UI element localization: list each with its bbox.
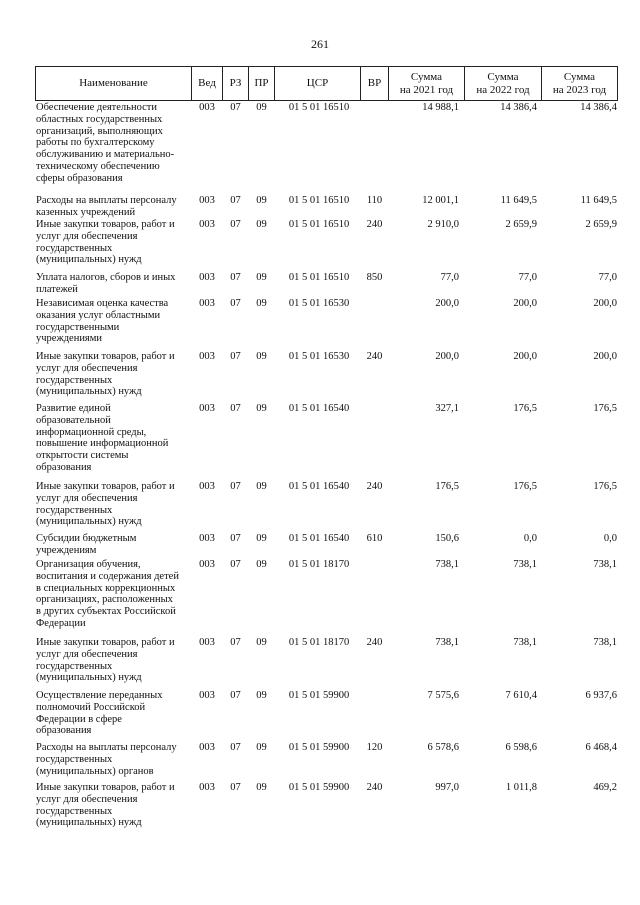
cell-s2021: 200,0 bbox=[435, 351, 459, 362]
cell-csr: 01 5 01 16540 bbox=[288, 403, 350, 414]
cell-s2023: 176,5 bbox=[593, 481, 617, 492]
cell-s2023: 200,0 bbox=[593, 298, 617, 309]
cell-ved: 003 bbox=[199, 742, 215, 753]
cell-s2022: 738,1 bbox=[513, 637, 537, 648]
cell-pr: 09 bbox=[256, 195, 267, 206]
cell-csr: 01 5 01 16510 bbox=[288, 102, 350, 113]
cell-s2021: 150,6 bbox=[435, 533, 459, 544]
cell-s2023: 6 468,4 bbox=[585, 742, 617, 753]
cell-csr: 01 5 01 16510 bbox=[288, 272, 350, 283]
cell-vr: 610 bbox=[366, 533, 383, 544]
cell-s2021: 176,5 bbox=[435, 481, 459, 492]
cell-ved: 003 bbox=[199, 219, 215, 230]
cell-s2021: 77,0 bbox=[440, 272, 459, 283]
cell-name: Иные закупки товаров, работ и услуг для обеспечения государственных (муниципальных) нужд bbox=[36, 782, 175, 829]
cell-csr: 01 5 01 16530 bbox=[288, 351, 350, 362]
cell-csr: 01 5 01 59900 bbox=[288, 690, 350, 701]
cell-s2023: 738,1 bbox=[593, 559, 617, 570]
cell-s2022: 176,5 bbox=[513, 403, 537, 414]
header-sum-2021: Сумма на 2021 год bbox=[399, 70, 454, 96]
cell-name: Расходы на выплаты персоналу казенных учреждений bbox=[36, 195, 177, 218]
cell-ved: 003 bbox=[199, 559, 215, 570]
cell-vr: 240 bbox=[366, 351, 383, 362]
cell-ved: 003 bbox=[199, 403, 215, 414]
cell-s2022: 77,0 bbox=[518, 272, 537, 283]
header-name: Наименование bbox=[79, 77, 148, 89]
cell-s2023: 2 659,9 bbox=[585, 219, 617, 230]
cell-s2021: 997,0 bbox=[435, 782, 459, 793]
cell-name: Иные закупки товаров, работ и услуг для обеспечения государственных (муниципальных) нужд bbox=[36, 351, 175, 398]
cell-s2021: 12 001,1 bbox=[422, 195, 459, 206]
cell-ved: 003 bbox=[199, 481, 215, 492]
cell-name: Иные закупки товаров, работ и услуг для обеспечения государственных (муниципальных) нужд bbox=[36, 481, 175, 528]
cell-s2022: 7 610,4 bbox=[505, 690, 537, 701]
cell-name: Расходы на выплаты персоналу государственных (муниципальных) органов bbox=[36, 742, 177, 777]
cell-s2021: 200,0 bbox=[435, 298, 459, 309]
cell-ved: 003 bbox=[199, 533, 215, 544]
cell-vr: 240 bbox=[366, 219, 383, 230]
cell-pr: 09 bbox=[256, 272, 267, 283]
cell-ved: 003 bbox=[199, 351, 215, 362]
header-sum-2022: Сумма на 2022 год bbox=[476, 70, 530, 96]
cell-ved: 003 bbox=[199, 102, 215, 113]
cell-s2023: 738,1 bbox=[593, 637, 617, 648]
cell-s2021: 738,1 bbox=[435, 559, 459, 570]
cell-name: Осуществление переданных полномочий Российской Федерации в сфере образования bbox=[36, 690, 163, 737]
cell-csr: 01 5 01 16540 bbox=[288, 533, 350, 544]
cell-vr: 110 bbox=[366, 195, 383, 206]
cell-pr: 09 bbox=[256, 298, 267, 309]
cell-rz: 07 bbox=[230, 219, 241, 230]
header-bottom-border bbox=[35, 100, 617, 101]
cell-s2023: 469,2 bbox=[593, 782, 617, 793]
cell-s2021: 14 988,1 bbox=[422, 102, 459, 113]
cell-rz: 07 bbox=[230, 272, 241, 283]
cell-s2022: 14 386,4 bbox=[500, 102, 537, 113]
cell-csr: 01 5 01 16510 bbox=[288, 195, 350, 206]
cell-csr: 01 5 01 18170 bbox=[288, 637, 350, 648]
cell-csr: 01 5 01 16540 bbox=[288, 481, 350, 492]
cell-s2022: 11 649,5 bbox=[500, 195, 537, 206]
cell-name: Независимая оценка качества оказания услуг областными государственными учреждениями bbox=[36, 298, 169, 345]
header-divider bbox=[617, 66, 618, 101]
cell-pr: 09 bbox=[256, 351, 267, 362]
cell-ved: 003 bbox=[199, 782, 215, 793]
cell-s2021: 738,1 bbox=[435, 637, 459, 648]
cell-pr: 09 bbox=[256, 533, 267, 544]
cell-s2022: 0,0 bbox=[523, 533, 537, 544]
cell-rz: 07 bbox=[230, 195, 241, 206]
cell-rz: 07 bbox=[230, 742, 241, 753]
cell-pr: 09 bbox=[256, 102, 267, 113]
header-rz: РЗ bbox=[229, 77, 242, 89]
cell-csr: 01 5 01 16530 bbox=[288, 298, 350, 309]
cell-s2021: 7 575,6 bbox=[427, 690, 459, 701]
cell-vr: 120 bbox=[366, 742, 383, 753]
cell-vr: 240 bbox=[366, 782, 383, 793]
cell-s2023: 6 937,6 bbox=[585, 690, 617, 701]
cell-ved: 003 bbox=[199, 690, 215, 701]
cell-s2021: 6 578,6 bbox=[427, 742, 459, 753]
cell-name: Обеспечение деятельности областных государственных организаций, выполняющих работы по бухгалтерскому обслуживанию и материально- техническому обеспечению сферы образования bbox=[36, 102, 175, 184]
cell-name: Субсидии бюджетным учреждениям bbox=[36, 533, 137, 556]
cell-pr: 09 bbox=[256, 559, 267, 570]
header-vr: ВР bbox=[367, 77, 382, 89]
cell-pr: 09 bbox=[256, 782, 267, 793]
cell-csr: 01 5 01 16510 bbox=[288, 219, 350, 230]
cell-s2022: 200,0 bbox=[513, 351, 537, 362]
cell-s2022: 200,0 bbox=[513, 298, 537, 309]
cell-name: Уплата налогов, сборов и иных платежей bbox=[36, 272, 176, 295]
cell-ved: 003 bbox=[199, 298, 215, 309]
cell-s2022: 2 659,9 bbox=[505, 219, 537, 230]
cell-ved: 003 bbox=[199, 195, 215, 206]
cell-csr: 01 5 01 59900 bbox=[288, 782, 350, 793]
cell-pr: 09 bbox=[256, 637, 267, 648]
cell-rz: 07 bbox=[230, 690, 241, 701]
cell-s2023: 14 386,4 bbox=[580, 102, 617, 113]
cell-s2023: 176,5 bbox=[593, 403, 617, 414]
cell-rz: 07 bbox=[230, 351, 241, 362]
cell-name: Иные закупки товаров, работ и услуг для обеспечения государственных (муниципальных) нужд bbox=[36, 219, 175, 266]
cell-s2022: 6 598,6 bbox=[505, 742, 537, 753]
cell-s2022: 176,5 bbox=[513, 481, 537, 492]
cell-rz: 07 bbox=[230, 533, 241, 544]
cell-pr: 09 bbox=[256, 481, 267, 492]
cell-csr: 01 5 01 18170 bbox=[288, 559, 350, 570]
header-csr: ЦСР bbox=[306, 77, 329, 89]
cell-s2023: 200,0 bbox=[593, 351, 617, 362]
cell-rz: 07 bbox=[230, 782, 241, 793]
cell-name: Развитие единой образовательной информационной среды, повышение информационной открытости системы образования bbox=[36, 403, 169, 473]
cell-pr: 09 bbox=[256, 742, 267, 753]
cell-s2023: 11 649,5 bbox=[580, 195, 617, 206]
cell-s2021: 327,1 bbox=[435, 403, 459, 414]
cell-pr: 09 bbox=[256, 690, 267, 701]
cell-ved: 003 bbox=[199, 272, 215, 283]
cell-vr: 850 bbox=[366, 272, 383, 283]
cell-name: Организация обучения, воспитания и содержания детей в специальных коррекционных организациях, расположенных в других субъектах Российской Федерации bbox=[36, 559, 179, 629]
cell-rz: 07 bbox=[230, 403, 241, 414]
cell-csr: 01 5 01 59900 bbox=[288, 742, 350, 753]
cell-s2022: 738,1 bbox=[513, 559, 537, 570]
cell-s2023: 77,0 bbox=[598, 272, 617, 283]
cell-s2021: 2 910,0 bbox=[427, 219, 459, 230]
cell-rz: 07 bbox=[230, 102, 241, 113]
cell-s2022: 1 011,8 bbox=[505, 782, 537, 793]
page-number: 261 bbox=[311, 37, 329, 51]
header-pr: ПР bbox=[254, 77, 269, 89]
cell-vr: 240 bbox=[366, 637, 383, 648]
cell-name: Иные закупки товаров, работ и услуг для обеспечения государственных (муниципальных) нужд bbox=[36, 637, 175, 684]
header-ved: Вед bbox=[198, 77, 216, 89]
cell-rz: 07 bbox=[230, 637, 241, 648]
cell-pr: 09 bbox=[256, 219, 267, 230]
cell-rz: 07 bbox=[230, 481, 241, 492]
cell-s2023: 0,0 bbox=[603, 533, 617, 544]
cell-rz: 07 bbox=[230, 298, 241, 309]
cell-ved: 003 bbox=[199, 637, 215, 648]
cell-pr: 09 bbox=[256, 403, 267, 414]
cell-vr: 240 bbox=[366, 481, 383, 492]
cell-rz: 07 bbox=[230, 559, 241, 570]
header-sum-2023: Сумма на 2023 год bbox=[552, 70, 607, 96]
